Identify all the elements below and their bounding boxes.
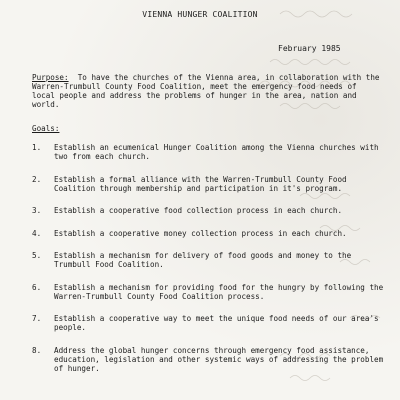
goal-item (32, 206, 384, 215)
goal-item (32, 314, 384, 332)
goal-number: 1. (32, 143, 42, 152)
goal-text: Establish a mechanism for providing food for the hungry by following the Warren-Trumbull County Food Coalition process. (54, 282, 384, 301)
document-title: VIENNA HUNGER COALITION (142, 10, 258, 19)
goal-number: 7. (32, 314, 42, 323)
goal-text: Address the global hunger concerns through emergency food assistance, education, legislation and other systemic ways of addressing the problem of hunger. (54, 345, 384, 373)
purpose-paragraph (32, 73, 384, 109)
goal-text: Establish a formal alliance with the Warren-Trumbull County Food Coalition through membership and participation in it's program. (54, 174, 347, 193)
goal-item (32, 251, 384, 269)
goal-item (32, 283, 384, 301)
goal-item (32, 175, 384, 193)
goal-number: 2. (32, 174, 42, 184)
goals-list (32, 143, 384, 386)
document-date: February 1985 (278, 44, 341, 53)
goals-heading: Goals: (32, 124, 60, 133)
goal-number: 8. (32, 345, 42, 355)
goal-number: 3. (32, 206, 42, 215)
goal-number: 5. (32, 251, 42, 260)
goal-number: 4. (32, 228, 42, 238)
goal-item (32, 229, 384, 238)
goal-text: Establish a cooperative way to meet the unique food needs of our area's people. (54, 314, 379, 332)
goal-item (32, 143, 384, 161)
goal-item (32, 346, 384, 373)
goal-text: Establish an ecumenical Hunger Coalition among the Vienna churches with two from each church. (54, 143, 379, 161)
purpose-text: To have the churches of the Vienna area, in collaboration with the Warren-Trumbull County Food Coalition, meet the emergency food needs of local people and address the problems of hunger in the area, nation and world. (32, 73, 380, 109)
goal-text: Establish a cooperative money collection process in each church. (54, 228, 347, 238)
purpose-label: Purpose: (32, 73, 69, 82)
goal-number: 6. (32, 282, 42, 292)
goal-text: Establish a mechanism for delivery of food goods and money to the Trumbull Food Coalition. (54, 251, 352, 269)
goal-text: Establish a cooperative food collection process in each church. (54, 206, 343, 215)
